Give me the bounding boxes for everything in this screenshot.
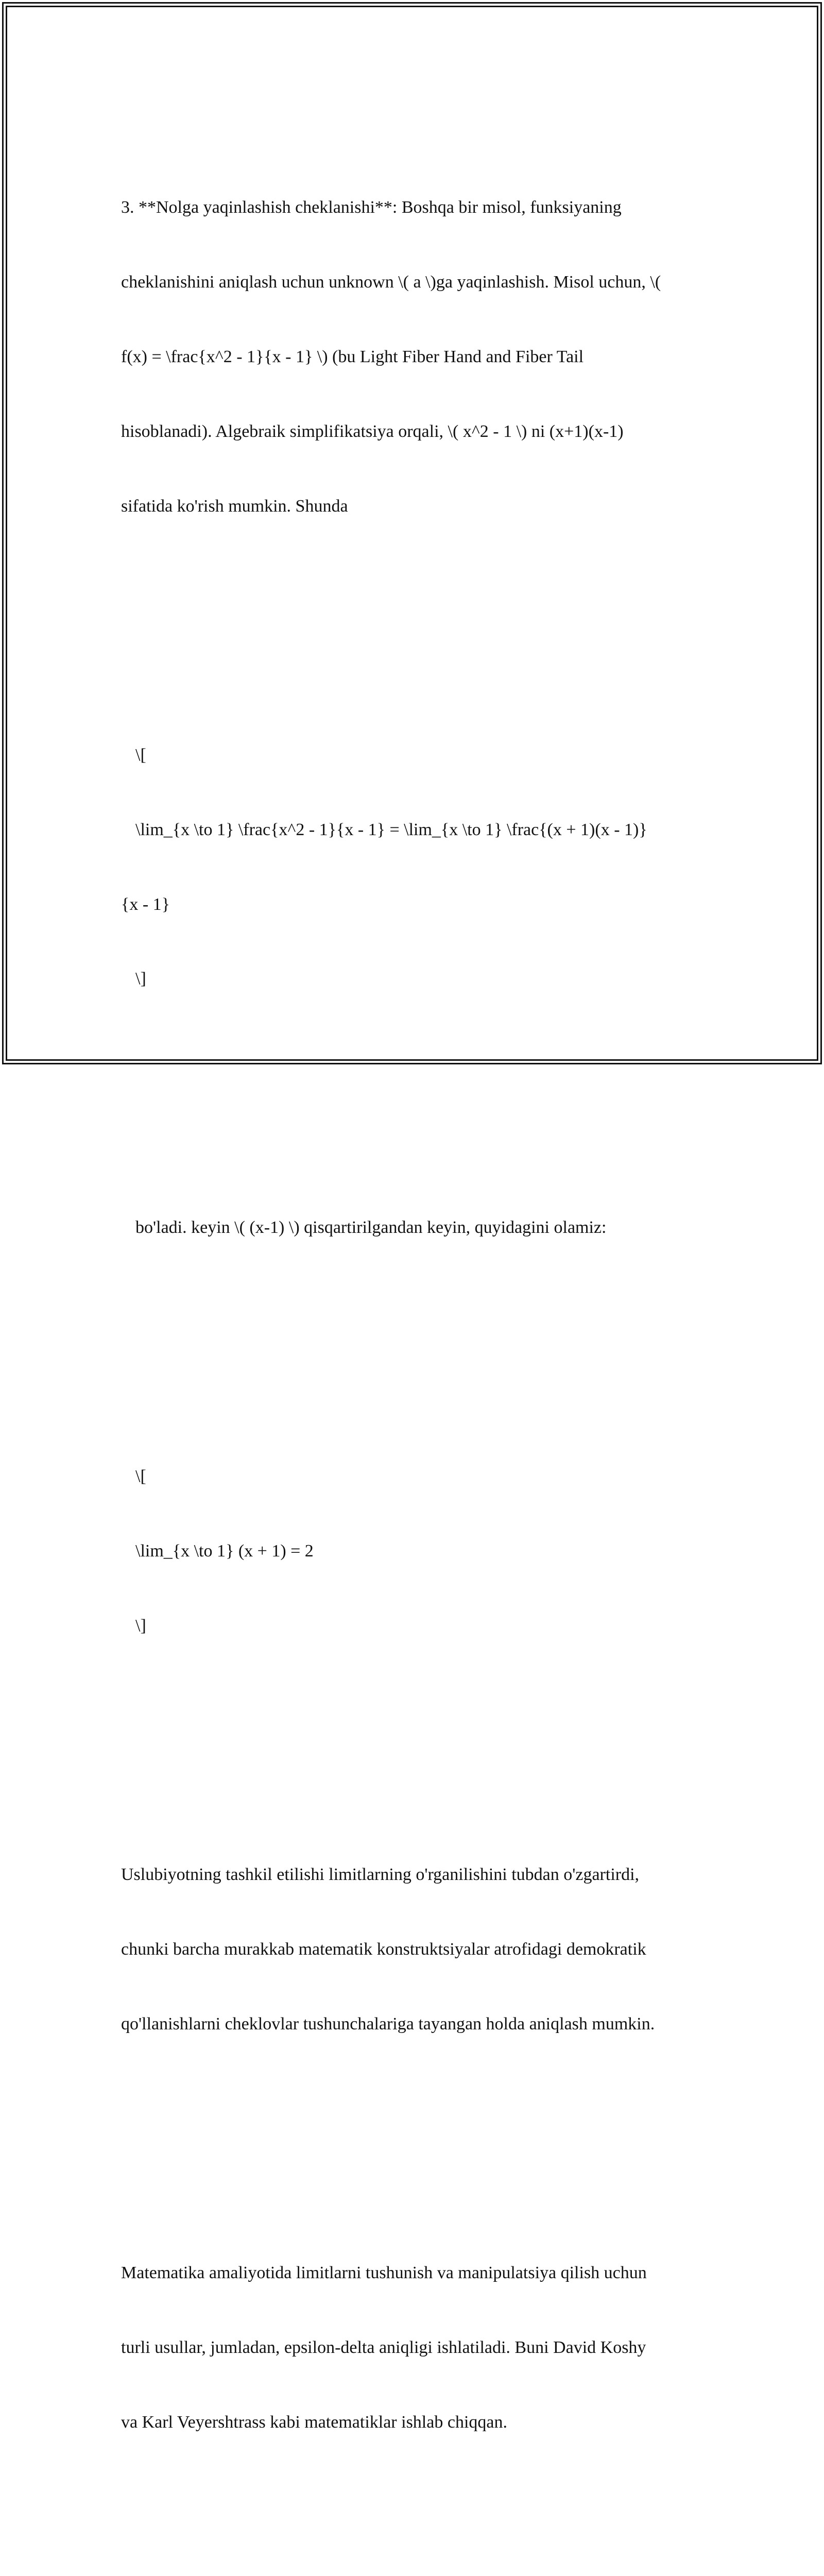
- text-line: Matematika amaliyotida limitlarni tushunish va manipulatsiya qilish uchun: [121, 2263, 647, 2282]
- text-line: bo'ladi. keyin \( (x-1) \) qisqartirilgandan keyin, quyidagini olamiz:: [135, 1218, 607, 1238]
- paragraph-gap: [121, 2534, 708, 2559]
- text-line: 3. **Nolga yaqinlashish cheklanishi**: Boshqa bir misol, funksiyaning: [121, 198, 622, 217]
- paragraph-gap: [121, 1738, 708, 1763]
- text-line: va Karl Veyershtrass kabi matematiklar ishlab chiqqan.: [121, 2412, 507, 2432]
- document-body: [121, 96, 708, 2576]
- paragraph-methodology: [121, 1812, 708, 2086]
- formula-line: \[: [135, 1467, 146, 1486]
- formula-line: \]: [135, 969, 146, 989]
- text-line: Uslubiyotning tashkil etilishi limitlarning o'rganilishini tubdan o'zgartirdi,: [121, 1865, 640, 1885]
- formula-line: \lim_{x \to 1} (x + 1) = 2: [135, 1541, 314, 1561]
- text-line: turli usullar, jumladan, epsilon-delta aniqligi ishlatiladi. Buni David Koshy: [121, 2337, 646, 2357]
- formula-line: \[: [135, 745, 146, 765]
- paragraph-cancel: [121, 1166, 708, 1290]
- paragraph-example-3: [121, 146, 708, 569]
- text-line: cheklanishini aniqlash uchun unknown \( a \)ga yaqinlashish. Misol uchun, \(: [121, 273, 661, 292]
- paragraph-gap: [121, 2136, 708, 2161]
- paragraph-gap: [121, 1091, 708, 1116]
- text-line: hisoblanadi). Algebraik simplifikatsiya orqali, \( x^2 - 1 \) ni (x+1)(x-1): [121, 421, 624, 441]
- formula-line: \]: [135, 1616, 146, 1636]
- formula-block-result: [121, 1415, 708, 1688]
- paragraph-gap: [121, 1340, 708, 1365]
- text-line: chunki barcha murakkab matematik konstruktsiyalar atrofidagi demokratik: [121, 1939, 646, 1959]
- text-line: f(x) = \frac{x^2 - 1}{x - 1} \) (bu Light Fiber Hand and Fiber Tail: [121, 347, 584, 366]
- paragraph-practice: [121, 2211, 708, 2484]
- text-line: sifatida ko'rish mumkin. Shunda: [121, 496, 348, 516]
- formula-line: {x - 1}: [121, 894, 170, 914]
- text-line: qo'llanishlarni cheklovlar tushunchalariga tayangan holda aniqlash mumkin.: [121, 2014, 655, 2033]
- paragraph-gap: [121, 618, 708, 643]
- formula-block-limit: [121, 693, 708, 1041]
- formula-line: \lim_{x \to 1} \frac{x^2 - 1}{x - 1} = \lim_{x \to 1} \frac{(x + 1)(x - 1)}: [135, 820, 647, 839]
